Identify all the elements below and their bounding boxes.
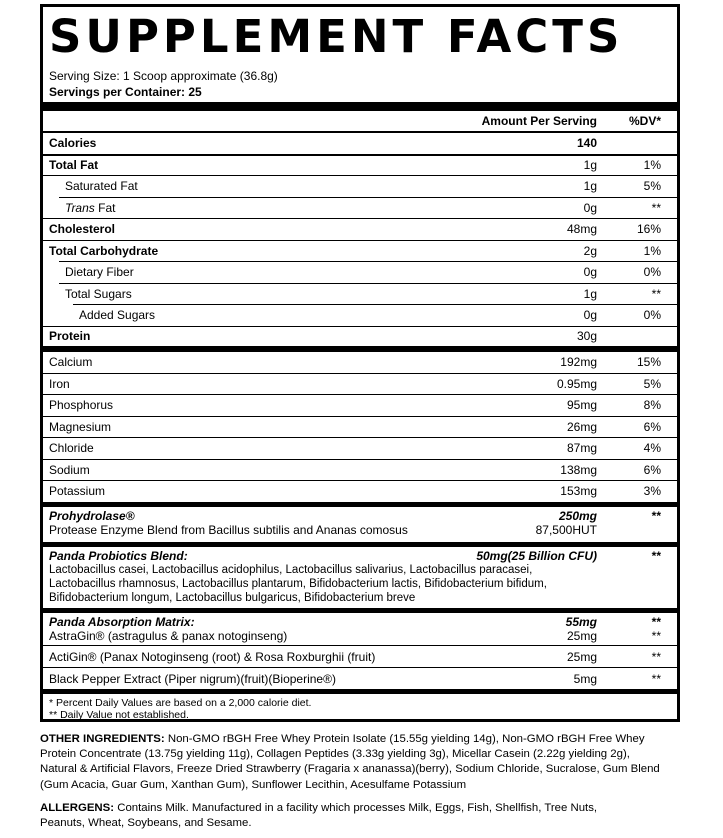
nutrient-name: Calories <box>49 136 97 150</box>
nutrient-name: Trans Fat <box>65 201 116 215</box>
nutrient-dv: 0% <box>643 265 661 279</box>
amount-header: Amount Per Serving <box>481 114 597 128</box>
mineral-name: Calcium <box>49 355 93 369</box>
mineral-amount: 26mg <box>566 420 597 434</box>
divider <box>43 131 677 133</box>
mineral-amount: 153mg <box>560 484 597 498</box>
absorption-dv: ** <box>651 615 661 629</box>
panel-title: SUPPLEMENT FACTS <box>49 10 624 63</box>
allergens: ALLERGENS: Contains Milk. Manufactured in a facility which processes Milk, Eggs, Fish, Shellfish, Tree Nuts, Peanuts, Wheat, Soybeans, and Sesame. <box>40 802 598 830</box>
servings-per-container: Servings per Container: 25 <box>49 85 202 99</box>
thick-divider <box>43 502 677 507</box>
thick-divider <box>43 346 677 352</box>
absorption-amount: 55mg <box>565 615 597 629</box>
mineral-amount: 0.95mg <box>556 377 597 391</box>
mineral-dv: 6% <box>643 420 661 434</box>
dv-header: %DV* <box>628 114 661 128</box>
mineral-amount: 95mg <box>566 398 597 412</box>
nutrient-name: Protein <box>49 329 91 343</box>
prohydrolase-desc: Protease Enzyme Blend from Bacillus subtilis and Ananas comosus <box>49 523 408 537</box>
mineral-amount: 87mg <box>566 441 597 455</box>
nutrient-amount: 0g <box>583 265 597 279</box>
mineral-dv: 3% <box>643 484 661 498</box>
other-ingredients-label: OTHER INGREDIENTS: <box>40 733 165 745</box>
nutrient-name: Added Sugars <box>79 308 156 322</box>
nutrient-amount: 1g <box>583 158 597 172</box>
nutrient-dv: 0% <box>643 308 661 322</box>
mineral-dv: 8% <box>643 398 661 412</box>
prohydrolase-name: Prohydrolase® <box>49 509 135 523</box>
nutrient-amount: 2g <box>583 244 597 258</box>
footnotes: * Percent Daily Values are based on a 2,000 calorie diet. ** Daily Value not established. <box>49 697 312 721</box>
prohydrolase-amount: 250mg <box>558 509 597 523</box>
probiotics-name: Panda Probiotics Blend: <box>49 549 188 563</box>
probiotics-strains: Lactobacillus casei, Lactobacillus acidophilus, Lactobacillus salivarius, Lactobacillus paracasei, Lactobacillus rhamnosus, Lactobacillus plantarum, Bifidobacterium lactis, Bifidobacterium bifidum, Bifidobacterium longum, Lactobacillus bulgaricus, Bifidobacterium breve <box>49 564 547 604</box>
nutrient-name: Cholesterol <box>49 222 116 236</box>
mineral-name: Sodium <box>49 463 90 477</box>
nutrient-dv: 5% <box>643 179 661 193</box>
mineral-name: Iron <box>49 377 70 391</box>
mineral-amount: 192mg <box>560 355 597 369</box>
nutrient-name: Total Carbohydrate <box>49 244 159 258</box>
nutrient-dv: 16% <box>636 222 661 236</box>
prohydrolase-desc-amount: 87,500HUT <box>535 523 597 537</box>
mineral-dv: 4% <box>643 441 661 455</box>
thick-divider <box>43 542 677 547</box>
nutrient-amount: 140 <box>576 136 597 150</box>
mineral-name: Phosphorus <box>49 398 114 412</box>
allergens-label: ALLERGENS: <box>40 802 115 814</box>
probiotics-amount: 50mg(25 Billion CFU) <box>476 549 597 563</box>
nutrient-name: Total Fat <box>49 158 99 172</box>
nutrient-dv: ** <box>651 287 661 301</box>
mineral-dv: 6% <box>643 463 661 477</box>
nutrient-amount: 0g <box>583 201 597 215</box>
nutrient-dv: 1% <box>643 244 661 258</box>
nutrient-amount: 48mg <box>566 222 597 236</box>
nutrient-name: Saturated Fat <box>65 179 138 193</box>
thick-divider <box>43 689 677 694</box>
nutrient-amount: 30g <box>576 329 597 343</box>
mineral-name: Magnesium <box>49 420 112 434</box>
probiotics-dv: ** <box>651 549 661 563</box>
nutrient-name: Dietary Fiber <box>65 265 134 279</box>
thick-divider <box>43 608 677 613</box>
nutrient-dv: ** <box>651 201 661 215</box>
prohydrolase-dv: ** <box>651 509 661 523</box>
nutrient-amount: 0g <box>583 308 597 322</box>
nutrient-amount: 1g <box>583 179 597 193</box>
mineral-dv: 15% <box>636 355 661 369</box>
nutrient-dv: 1% <box>643 158 661 172</box>
other-ingredients: OTHER INGREDIENTS: Non-GMO rBGH Free Whey Protein Isolate (15.55g yielding 14g), Non-GMO rBGH Free Whey Protein Concentrate (13.75g yielding 11g), Collagen Peptides (3.33g yielding 3g), Micellar Casein (2.22g yielding 2g), Natural & Artificial Flavors, Freeze Dried Strawberry (Fragaria x ananassa)(berry), Sodium Chloride, Sucralose, Gum Blend (Gum Acacia, Guar Gum, Xanthan Gum), Sunflower Lecithin, Acesulfame Potassium <box>40 733 660 791</box>
mineral-amount: 138mg <box>560 463 597 477</box>
supplement-facts-panel: SUPPLEMENT FACTS Serving Size: 1 Scoop approximate (36.8g) Servings per Container: 25 Amount Per Serving %DV* Calories 140 Total Fat 1g 1% Saturated Fat 1g 5% Trans Fat 0g ** Cholesterol 48mg 16% Total Carbohydrate 2g 1% Dietary Fiber 0g 0% Total Sugars 1g ** Added Sugars 0g 0% Protein 30g Calcium 192mg 15% Iron 0.95mg 5% Phosphorus 95mg 8% Magnesium 26mg 6% Chloride 87mg 4% Sodium 138mg 6% Potassium 153mg 3% Prohydrolase® 250mg ** Protease Enzyme Blend from Bacillus subtilis and Ananas comosus 87,500HUT Panda Probiotics Blend: 50mg(25 Billion CFU) ** Lactobacillus casei, Lactobacillus acidophilus, Lactobacillus salivarius, Lactobacillus paracasei, Lactobacillus rhamnosus, Lactobacillus plantarum, Bifidobacterium lactis, Bifidobacterium bifidum, Bifidobacterium longum, Lactobacillus bulgaricus, Bifidobacterium breve Panda Absorption Matrix: 55mg ** AstraGin® (astragulus & panax notoginseng) 25mg ** ActiGin® (Panax Notoginseng (root) & Rosa Roxburghii (fruit) 25mg ** Black Pepper Extract (Piper nigrum)(fruit)(Bioperine®) 5mg ** * Percent Daily Values are based on a 2,000 calorie diet. ** Daily Value not established. <box>40 4 680 722</box>
mineral-name: Chloride <box>49 441 94 455</box>
mineral-dv: 5% <box>643 377 661 391</box>
nutrient-name: Total Sugars <box>65 287 132 301</box>
serving-size: Serving Size: 1 Scoop approximate (36.8g) <box>49 69 278 83</box>
thick-divider <box>43 102 677 111</box>
nutrient-amount: 1g <box>583 287 597 301</box>
absorption-name: Panda Absorption Matrix: <box>49 615 195 629</box>
mineral-name: Potassium <box>49 484 106 498</box>
